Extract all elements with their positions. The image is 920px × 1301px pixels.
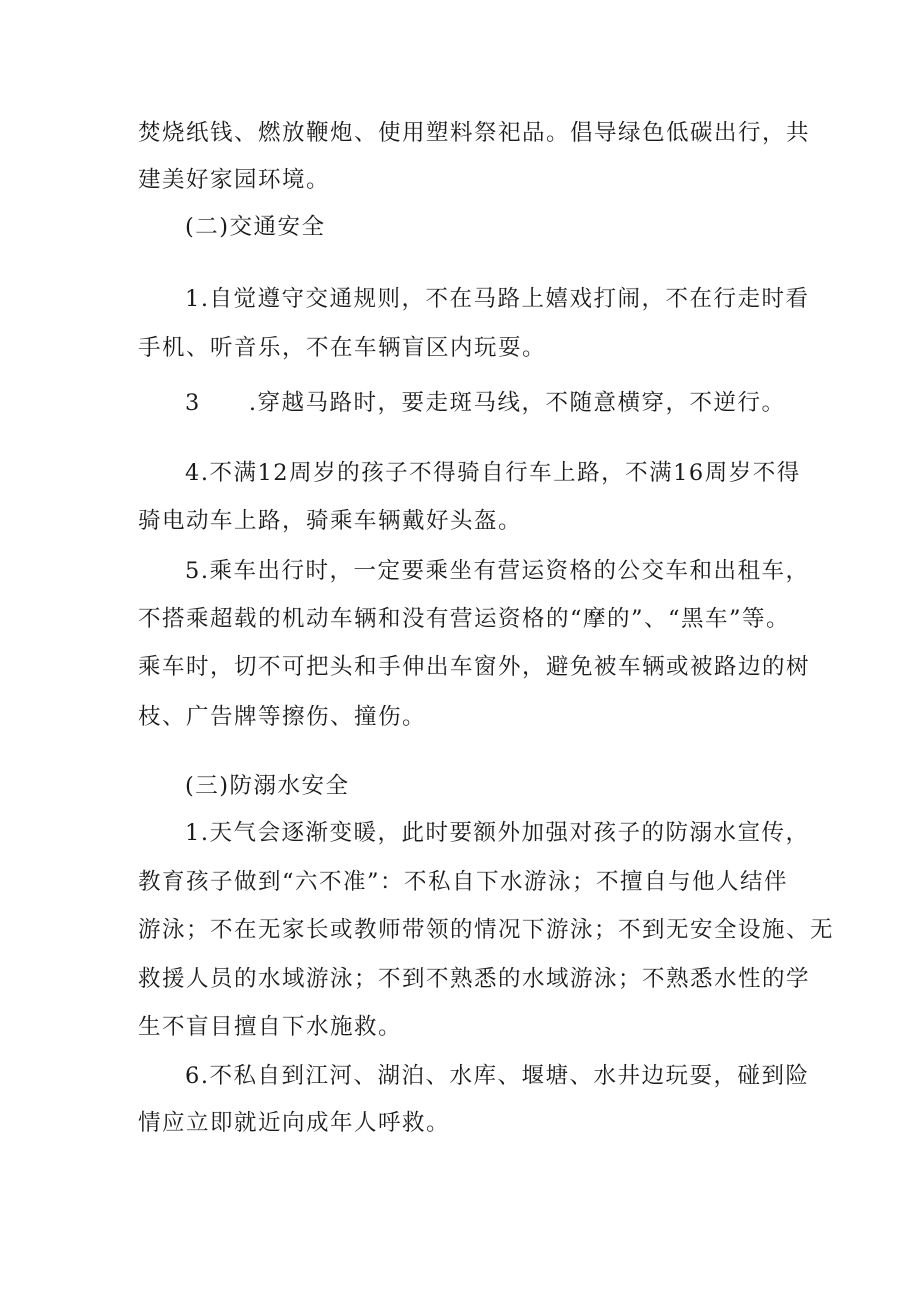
traffic-item-5-line-4: 枝、广告牌等擦伤、撞伤。 (138, 704, 427, 730)
traffic-item-3 (185, 388, 785, 418)
drowning-item-1-line-2: 教育孩子做到“六不准”：不私自下水游泳；不擅自与他人结伴 (138, 869, 789, 895)
section-heading-drowning-safety: (三)防溺水安全 (185, 773, 350, 799)
paragraph-environment-line-1: 焚烧纸钱、燃放鞭炮、使用塑料祭祀品。倡导绿色低碳出行，共 (138, 120, 811, 146)
drowning-item-1-line-1: 1.天气会逐渐变暖，此时要额外加强对孩子的防溺水宣传， (185, 820, 810, 846)
traffic-item-1-line-1: 1.自觉遵守交通规则，不在马路上嬉戏打闹，不在行走时看 (185, 286, 810, 312)
paragraph-environment-line-2: 建美好家园环境。 (138, 167, 331, 193)
traffic-item-5-line-3: 乘车时，切不可把头和手伸出车窗外，避免被车辆或被路边的树 (138, 654, 811, 680)
drowning-item-1-line-5: 生不盲目擅自下水施救。 (138, 1014, 403, 1040)
traffic-item-1-line-2: 手机、听音乐，不在车辆盲区内玩耍。 (138, 335, 547, 361)
traffic-item-5-line-2: 不搭乘超载的机动车辆和没有营运资格的“摩的”、“黑车”等。 (138, 606, 791, 632)
traffic-item-4-line-1: 4.不满12周岁的孩子不得骑自行车上路，不满16周岁不得 (185, 460, 801, 486)
drowning-item-6-line-1: 6.不私自到江河、湖泊、水库、堰塘、水井边玩耍，碰到险 (185, 1063, 810, 1089)
drowning-item-1-line-4: 救援人员的水域游泳；不到不熟悉的水域游泳；不熟悉水性的学 (138, 966, 811, 992)
traffic-item-4-line-2: 骑电动车上路，骑乘车辆戴好头盔。 (138, 508, 523, 534)
traffic-item-3-text: .穿越马路时，要走斑马线，不随意横穿，不逆行。 (248, 390, 786, 416)
drowning-item-1-line-3: 游泳；不在无家长或教师带领的情况下游泳；不到无安全设施、无 (138, 917, 835, 943)
traffic-item-5-line-1: 5.乘车出行时，一定要乘坐有营运资格的公交车和出租车， (185, 558, 810, 584)
section-heading-traffic-safety: (二)交通安全 (185, 214, 326, 240)
drowning-item-6-line-2: 情应立即就近向成年人呼救。 (138, 1110, 451, 1136)
traffic-item-3-number: 3 (185, 390, 201, 416)
